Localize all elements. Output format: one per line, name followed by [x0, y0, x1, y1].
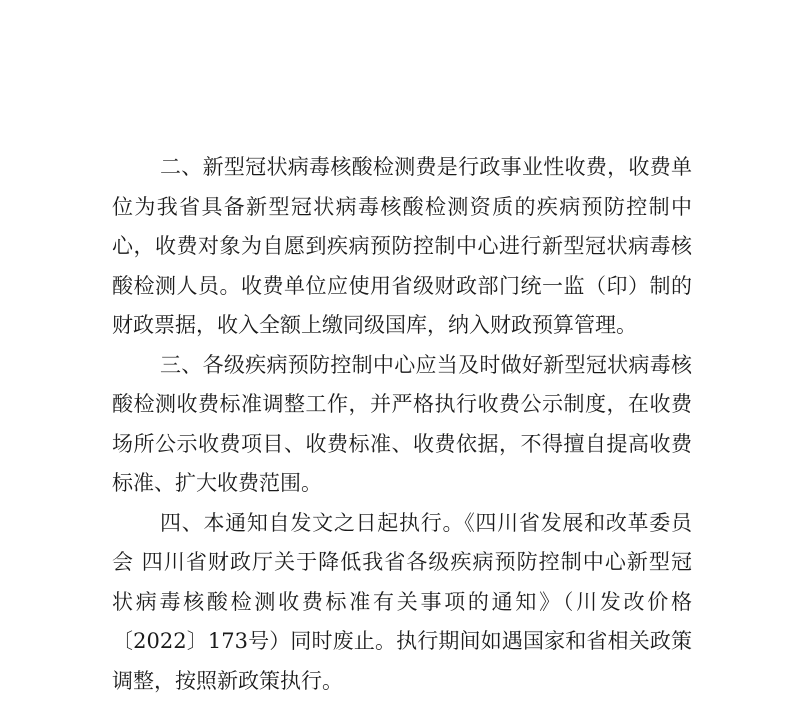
paragraph-3-line-1: 三、各级疾病预防控制中心应当及时做好新型冠状病毒核: [160, 353, 692, 377]
paragraph-2-line-2: 位为我省具备新型冠状病毒核酸检测资质的疾病预防控制中: [112, 195, 692, 219]
paragraph-2-line-3: 心，收费对象为自愿到疾病预防控制中心进行新型冠状病毒核: [112, 234, 692, 258]
paragraph-2-line-1: 二、新型冠状病毒核酸检测费是行政事业性收费，收费单: [160, 155, 692, 179]
paragraph-4-line-5: 调整，按照新政策执行。: [112, 669, 343, 693]
paragraph-4-line-1: 四、本通知自发文之日起执行。《四川省发展和改革委员: [160, 511, 692, 535]
paragraph-4-line-4: 〔2022〕173号）同时废止。执行期间如遇国家和省相关政策: [112, 629, 692, 653]
paragraph-3-line-2: 酸检测收费标准调整工作，并严格执行收费公示制度，在收费: [112, 392, 692, 416]
paragraph-3-line-4: 标准、扩大收费范围。: [112, 471, 322, 495]
paragraph-3-line-3: 场所公示收费项目、收费标准、收费依据，不得擅自提高收费: [112, 432, 692, 456]
paragraph-2-line-5: 财政票据，收入全额上缴同级国库，纳入财政预算管理。: [112, 313, 637, 337]
paragraph-4-line-2: 会 四川省财政厅关于降低我省各级疾病预防控制中心新型冠: [112, 550, 692, 574]
paragraph-4-line-3: 状病毒核酸检测收费标准有关事项的通知》（川发改价格: [112, 590, 692, 614]
paragraph-2-line-4: 酸检测人员。收费单位应使用省级财政部门统一监（印）制的: [112, 274, 692, 298]
